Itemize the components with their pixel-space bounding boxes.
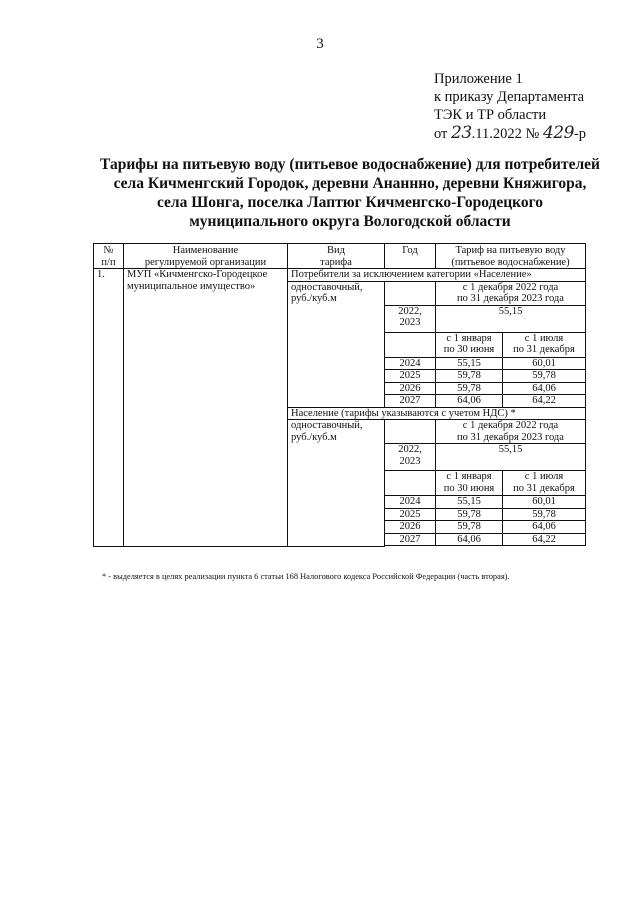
year-cell: 2022, 2023	[385, 444, 436, 471]
year-cell: 2027	[385, 533, 436, 546]
tariff-type: одноставочный, руб./куб.м	[288, 281, 385, 407]
header-tariff-type: Вид тарифа	[288, 244, 385, 269]
header-tariff: Тариф на питьевую воду (питьевое водоснабжение)	[436, 244, 586, 269]
half-year-1-label: с 1 января по 30 июня	[436, 471, 503, 496]
year-cell: 2027	[385, 395, 436, 408]
value-cell: 64,22	[503, 395, 586, 408]
table-row	[94, 269, 586, 282]
appendix-block	[434, 70, 586, 143]
value-cell: 59,78	[436, 508, 503, 521]
value-cell: 64,22	[503, 533, 586, 546]
category-label: Потребители за исключением категории «Население»	[288, 269, 586, 282]
appendix-line-2: к приказу Департамента	[434, 89, 585, 105]
year-cell: 2025	[385, 370, 436, 383]
handwritten-number: 429	[542, 123, 574, 143]
value-cell: 59,78	[503, 508, 586, 521]
year-cell: 2024	[385, 496, 436, 509]
page-number: 3	[316, 36, 324, 52]
title-line-1: Тарифы на питьевую воду (питьевое водоснабжение) для потребителей	[100, 156, 600, 173]
empty-cell	[385, 332, 436, 357]
title-line-3: села Шонга, поселка Лаптюг Кичменгско-Городецкого	[156, 194, 544, 211]
handwritten-day: 23	[451, 123, 472, 143]
value-cell: 59,78	[436, 370, 503, 383]
half-year-1-label: с 1 января по 30 июня	[436, 332, 503, 357]
tariff-table	[93, 243, 586, 547]
year-cell: 2025	[385, 508, 436, 521]
organization-name: МУП «Кичменгско-Городецкое муниципальное имущество»	[124, 269, 288, 547]
header-year: Год	[385, 244, 436, 269]
value-cell: 55,15	[436, 444, 586, 471]
half-year-2-label: с 1 июля по 31 декабря	[503, 471, 586, 496]
header-organization: Наименование регулируемой организации	[124, 244, 288, 269]
value-cell: 55,15	[436, 357, 503, 370]
title-line-2: села Кичменгский Городок, деревни Ананнно, деревни Княжигора,	[113, 175, 587, 192]
title-line-4: муниципального округа Вологодской области	[189, 213, 511, 230]
value-cell: 55,15	[436, 305, 586, 332]
footnote: * - выделяется в целях реализации пункта 6 статьи 168 Налогового кодекса Российской Федерации (часть вторая).	[102, 572, 510, 581]
value-cell: 59,78	[503, 370, 586, 383]
appendix-line-3: ТЭК и ТР области	[434, 107, 547, 123]
appendix-line-1: Приложение 1	[434, 71, 523, 87]
period-label: с 1 декабря 2022 года по 31 декабря 2023 года	[436, 281, 586, 305]
value-cell: 59,78	[436, 382, 503, 395]
table-header-row	[94, 244, 586, 269]
value-cell: 64,06	[436, 533, 503, 546]
document-title	[60, 155, 640, 231]
value-cell: 55,15	[436, 496, 503, 509]
tariff-type: одноставочный, руб./куб.м	[288, 420, 385, 547]
year-cell: 2026	[385, 382, 436, 395]
empty-cell	[385, 471, 436, 496]
tariff-table-wrapper	[93, 243, 586, 547]
year-cell: 2024	[385, 357, 436, 370]
value-cell: 64,06	[503, 521, 586, 534]
category-label: Население (тарифы указываются с учетом НДС) *	[288, 407, 586, 420]
date-rest: .11.2022 №	[471, 126, 540, 142]
value-cell: 60,01	[503, 357, 586, 370]
year-cell: 2026	[385, 521, 436, 534]
value-cell: 60,01	[503, 496, 586, 509]
half-year-2-label: с 1 июля по 31 декабря	[503, 332, 586, 357]
appendix-date-line	[434, 124, 586, 143]
period-label: с 1 декабря 2022 года по 31 декабря 2023 года	[436, 420, 586, 444]
empty-cell	[385, 281, 436, 305]
value-cell: 64,06	[503, 382, 586, 395]
row-number: 1.	[94, 269, 124, 547]
empty-cell	[385, 420, 436, 444]
number-suffix: -р	[573, 126, 587, 142]
value-cell: 59,78	[436, 521, 503, 534]
value-cell: 64,06	[436, 395, 503, 408]
date-prefix: от	[434, 126, 448, 142]
year-cell: 2022, 2023	[385, 305, 436, 332]
header-num: № п/п	[94, 244, 124, 269]
